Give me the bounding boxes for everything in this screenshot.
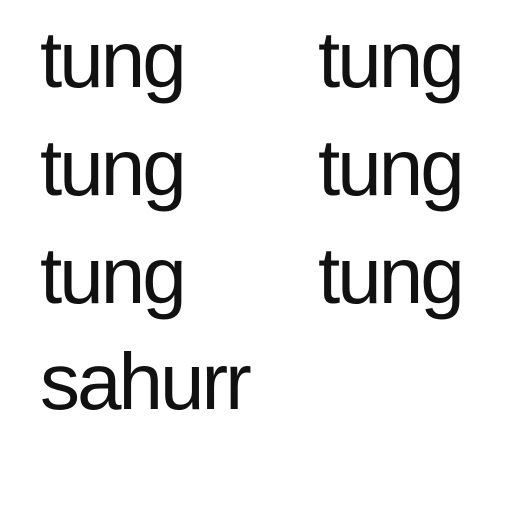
word-tung-6: tung xyxy=(318,231,462,320)
word-tung-3: tung xyxy=(40,123,184,212)
word-tung-1: tung xyxy=(40,15,184,104)
word-sahurr: sahurr xyxy=(40,337,249,426)
word-tung-4: tung xyxy=(318,123,462,212)
word-tung-5: tung xyxy=(40,231,184,320)
word-tung-2: tung xyxy=(318,15,462,104)
